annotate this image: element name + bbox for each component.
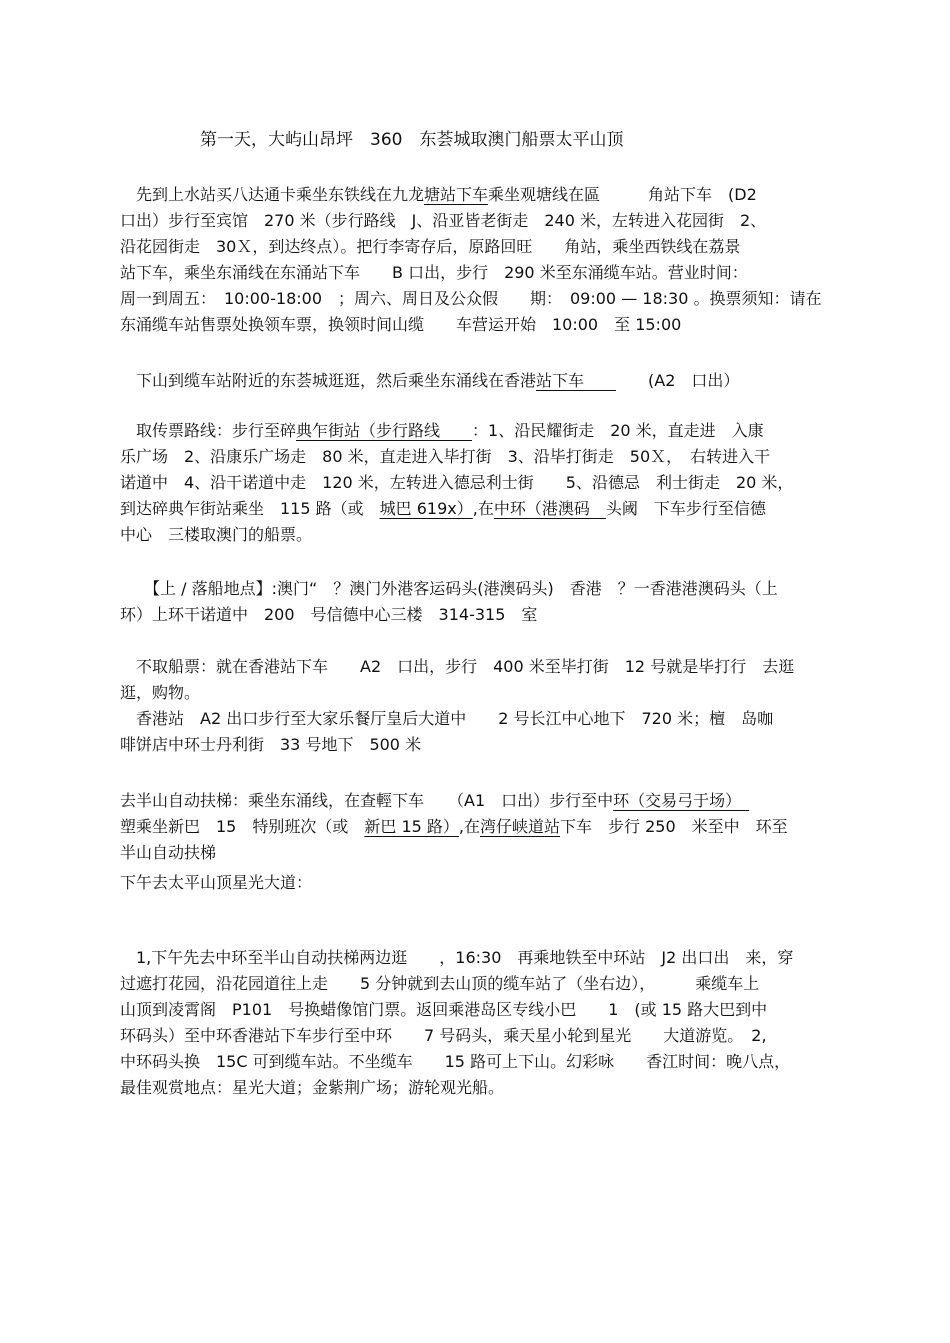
- paragraph-line: [120, 522, 840, 548]
- text-run: ,在: [472, 499, 494, 518]
- text-run: 中环码头换 15C 可到缆车站。不坐缆车 15 路可上下山。幻彩咏 香江时间：晚八点，: [120, 1052, 791, 1071]
- text-run: 下山到缆车站附近的东荟城逛逛，然后乘坐东涌线在香港: [120, 371, 537, 390]
- text-run: 环码头）至中环香港站下车步行至中环 7 号码头，乘天星小轮到星光 大道游览。 2,: [120, 1026, 767, 1045]
- paragraph-line: [120, 444, 840, 470]
- text-run: 沿花园街走 30Ｘ，到达终点）。把行李寄存后，原路回旺 角站，乘坐西铁线在荔景: [120, 237, 741, 256]
- paragraph-line: [120, 788, 840, 814]
- text-run: 塑乘坐新巴 15 特别班次（或: [120, 817, 365, 836]
- paragraph-line: [120, 945, 840, 971]
- paragraph: [120, 788, 840, 866]
- paragraph: [120, 870, 840, 896]
- paragraph-line: [120, 1049, 840, 1075]
- paragraph-line: [120, 840, 840, 866]
- paragraph-line: [120, 1023, 840, 1049]
- text-run: 乐广场 2、沿康乐广场走 80 米，直走进入毕打街 3、沿毕打街走 50Ｘ， 右转进入干: [120, 447, 771, 466]
- paragraph-line: [120, 182, 840, 208]
- text-run: 下车 步行 250 米至中 环至: [560, 817, 788, 836]
- text-run: 【上 / 落船地点】:澳门“ ？澳门外港客运码头(港澳码头) 香港 ？一香港港澳码头（上: [120, 579, 778, 598]
- text-run: 过遮打花园，沿花园道往上走 5 分钟就到去山顶的缆车站了（坐右边）， 乘缆车上: [120, 974, 760, 993]
- underlined-text: 站下车: [536, 371, 617, 390]
- text-run: 乘坐观塘线在區 角站下车 (D2: [488, 185, 757, 204]
- paragraph-line: [120, 1075, 840, 1101]
- text-run: (A2 口出）: [616, 371, 740, 390]
- paragraph: [120, 654, 840, 758]
- underlined-text: 湾仔峡道站: [480, 817, 561, 836]
- text-run: 半山自动扶梯: [120, 843, 217, 862]
- text-run: 取传票路线：步行至碎: [120, 421, 297, 440]
- paragraph-line: [120, 496, 840, 522]
- text-run: 到达碎典乍街站乘坐 115 路（或: [120, 499, 380, 518]
- paragraph-line: [120, 680, 840, 706]
- paragraph-line: [120, 602, 840, 628]
- paragraph-line: [120, 576, 840, 602]
- paragraph-line: [120, 470, 840, 496]
- paragraph-line: [120, 870, 840, 896]
- text-run: 山顶到凌霄阁 P101 号换蜡像馆门票。返回乘港岛区专线小巴 1 (或 15 路大巴到中: [120, 1000, 768, 1019]
- text-run: 啡饼店中环士丹利街 33 号地下 500 米: [120, 735, 422, 754]
- underlined-text: 典乍街站（步行路线: [296, 421, 473, 440]
- paragraph-line: [120, 260, 840, 286]
- text-run: 东涌缆车站售票处换领车票，换领时间山缆 车营运开始 10:00 至 15:00: [120, 315, 682, 334]
- paragraph-line: [120, 368, 840, 394]
- text-run: 1,下午先去中环至半山自动扶梯两边逛 ，16:30 再乘地铁至中环站 J2 出口出 来，穿: [120, 948, 794, 967]
- text-run: 最佳观赏地点：星光大道；金紫荆广场；游轮观光船。: [120, 1078, 505, 1097]
- paragraph: [120, 368, 840, 394]
- text-run: 下午去太平山顶星光大道：: [120, 873, 313, 892]
- text-run: 去半山自动扶梯：乘坐东涌线，在查輕下车 （A1 口出）步行至中: [120, 791, 614, 810]
- text-run: 香港站 A2 出口步行至大家乐餐厅皇后大道中 2 号长江中心地下 720 米；檀 岛咖: [120, 709, 774, 728]
- paragraph-line: [120, 971, 840, 997]
- paragraph: [120, 418, 840, 548]
- underlined-text: 塘站下车: [424, 185, 489, 204]
- text-run: 诺道中 4、沿干诺道中走 120 米，左转进入德忌利士街 5、沿德忌 利士街走 20 米，: [120, 473, 794, 492]
- paragraph-line: [120, 732, 840, 758]
- text-run: 站下车，乘坐东涌线在东涌站下车 B 口出，步行 290 米至东涌缆车站。营业时间：: [120, 263, 748, 282]
- text-run: 先到上水站买八达通卡乘坐东铁线在九龙: [120, 185, 425, 204]
- text-run: ,在: [458, 817, 481, 836]
- paragraph-line: [120, 654, 840, 680]
- text-run: ：1、沿民耀街走 20 米，直走进 入康: [472, 421, 764, 440]
- paragraph-line: [120, 312, 840, 338]
- underlined-text: 中环（港澳码: [493, 499, 606, 518]
- underlined-text: 新巴 15 路）: [364, 817, 459, 836]
- text-run: 周一到周五： 10:00-18:00 ；周六、周日及公众假 期： 09:00 — 18:30 。换票须知：请在: [120, 289, 822, 308]
- text-run: 头阈 下车步行至信德: [605, 499, 766, 518]
- document-title: 第一天，大屿山昂坪 360 东荟城取澳门船票太平山顶: [200, 130, 624, 150]
- underlined-text: 环（交易弓于场）: [613, 791, 750, 810]
- text-run: 中心 三楼取澳门的船票。: [120, 525, 313, 544]
- paragraph-line: [120, 286, 840, 312]
- text-run: 环）上环干诺道中 200 号信德中心三楼 314-315 室: [120, 605, 538, 624]
- paragraph-line: [120, 418, 840, 444]
- paragraph: [120, 945, 840, 1101]
- paragraph-line: [120, 997, 840, 1023]
- paragraph: [120, 182, 840, 338]
- underlined-text: 城巴 619x）: [379, 499, 473, 518]
- paragraph-line: [120, 208, 840, 234]
- text-run: 不取船票：就在香港站下车 A2 口出，步行 400 米至毕打街 12 号就是毕打行 去逛: [120, 657, 795, 676]
- paragraph-line: [120, 706, 840, 732]
- paragraph-line: [120, 814, 840, 840]
- paragraph-line: [120, 234, 840, 260]
- paragraph: [120, 576, 840, 628]
- text-run: 逛，购物。: [120, 683, 201, 702]
- text-run: 口出）步行至宾馆 270 米（步行路线 J、沿亚皆老街走 240 米，左转进入花园街 2、: [120, 211, 767, 230]
